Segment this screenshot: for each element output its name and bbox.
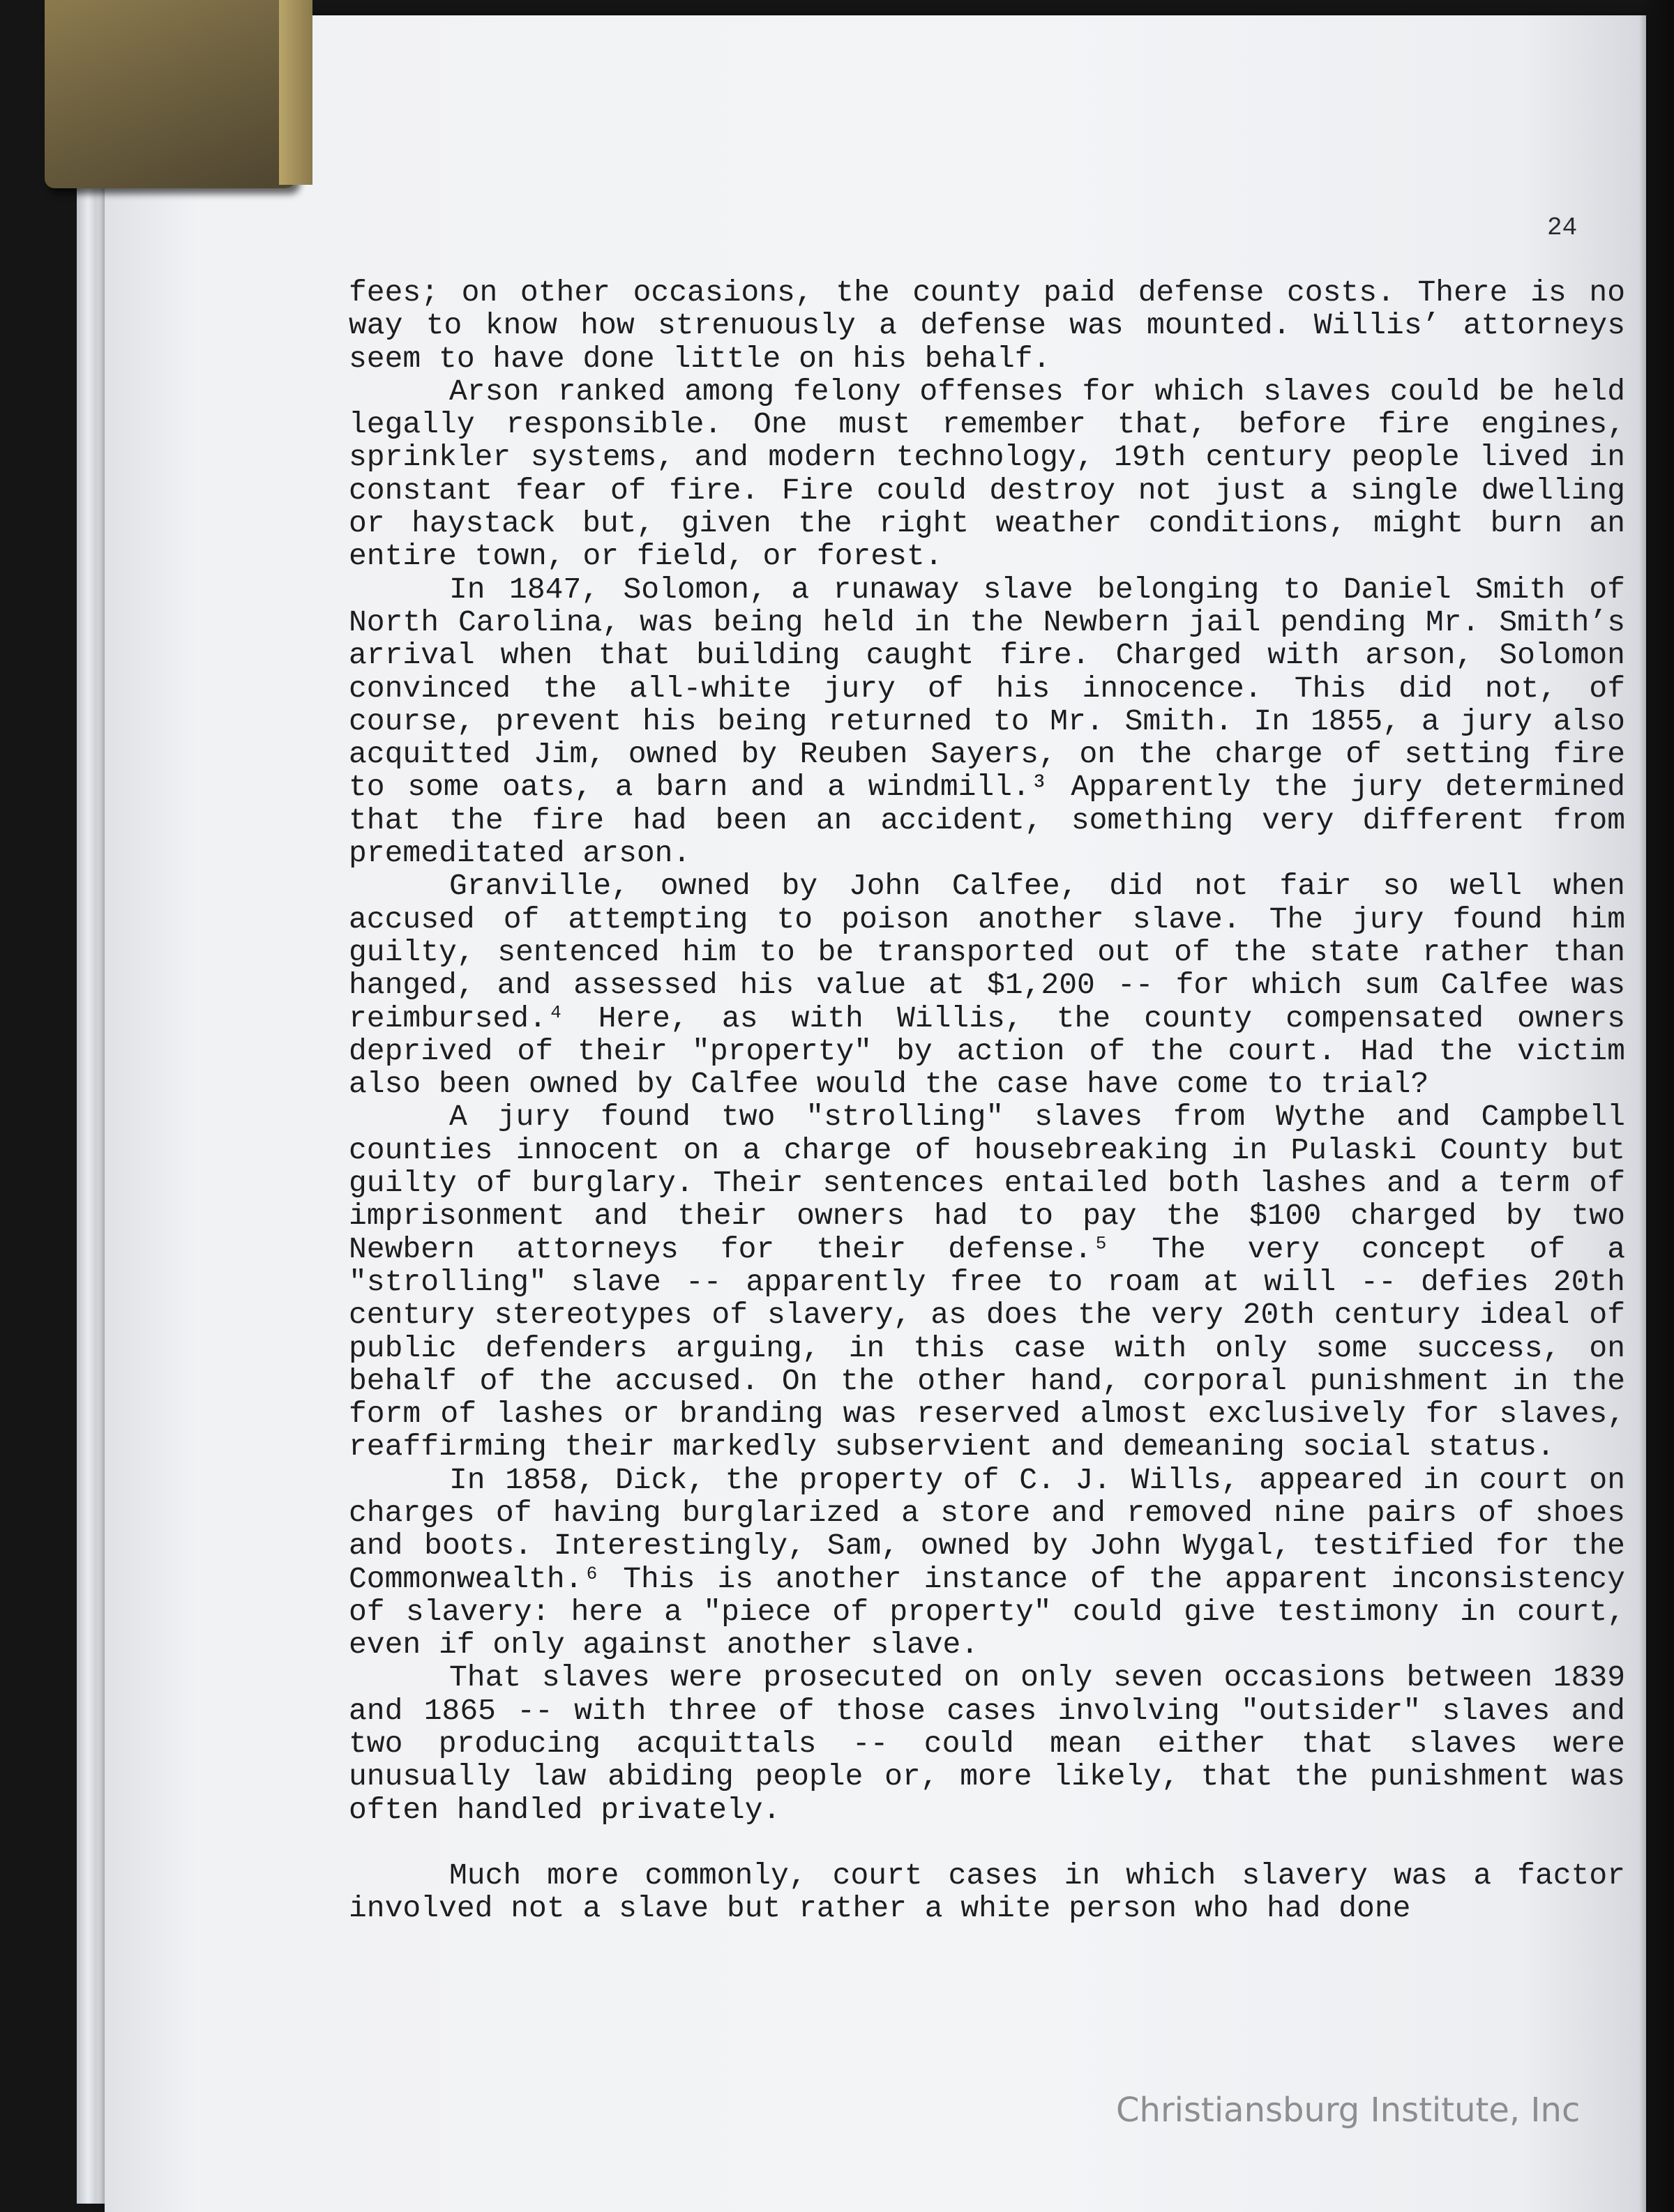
paragraph-8: Much more commonly, court cases in which slavery was a factor involved not a slave but rather a white person who had done: [349, 1858, 1625, 1926]
page-number: 24: [1547, 213, 1578, 242]
paragraph-4: Granville, owned by John Calfee, did not fair so well when accused of attempting to poison another slave. The jury found him guilty, sentenced him to be transported out of the state rather than hanged, and assessed his value at $1,200 -- for which sum Calfee was reimbursed.⁴ Here, as with Willis, the county compensated owners deprived of their "property" by action of the court. Had the victim also been owned by Calfee would the case have come to trial?: [349, 869, 1625, 1102]
watermark: Christiansburg Institute, Inc: [1116, 2091, 1581, 2130]
page-right-shadow: [1639, 0, 1674, 2212]
binder-clip-edge: [279, 0, 312, 185]
paragraph-6: In 1858, Dick, the property of C. J. Wills, appeared in court on charges of having burglarized a store and removed nine pairs of shoes and boots. Interestingly, Sam, owned by John Wygal, testified for the Commonwealth.⁶ This is another instance of the apparent inconsistency of slavery: here a "piece of property" could give testimony in court, even if only against another slave.: [349, 1462, 1625, 1662]
paragraph-1: fees; on other occasions, the county paid defense costs. There is no way to know how strenuously a defense was mounted. Willis’ attorneys seem to have done little on his behalf.: [349, 275, 1625, 376]
paragraph-2: Arson ranked among felony offenses for which slaves could be held legally responsible. One must remember that, before fire engines, sprinkler systems, and modern technology, 19th century people lived in constant fear of fire. Fire could destroy not just a single dwelling or haystack but, given the right weather conditions, might burn an entire town, or field, or forest.: [349, 374, 1625, 574]
paragraph-3: In 1847, Solomon, a runaway slave belonging to Daniel Smith of North Carolina, was being held in the Newbern jail pending Mr. Smith’s arrival when that building caught fire. Charged with arson, Solomon convinced the all-white jury of his innocence. This did not, of course, prevent his being returned to Mr. Smith. In 1855, a jury also acquitted Jim, owned by Reuben Sayers, on the charge of setting fire to some oats, a barn and a windmill.³ Apparently the jury determined that the fire had been an accident, something very different from premeditated arson.: [349, 572, 1625, 871]
paragraph-7: That slaves were prosecuted on only seven occasions between 1839 and 1865 -- with three of those cases involving "outsider" slaves and two producing acquittals -- could mean either that slaves were unusually law abiding people or, more likely, that the punishment was often handled privately.: [349, 1660, 1625, 1827]
paragraph-5: A jury found two "strolling" slaves from Wythe and Campbell counties innocent on a charge of housebreaking in Pulaski County but guilty of burglary. Their sentences entailed both lashes and a term of imprisonment and their owners had to pay the $100 charged by two Newbern attorneys for their defense.⁵ The very concept of a "strolling" slave -- apparently free to roam at will -- defies 20th century stereotypes of slavery, as does the very 20th century ideal of public defenders arguing, in this case with only some success, on behalf of the accused. On the other hand, corporal punishment in the form of lashes or branding was reserved almost exclusively for slaves, reaffirming their markedly subservient and demeaning social status.: [349, 1100, 1625, 1464]
body-text: [349, 276, 1625, 1925]
binder-clip: [45, 0, 296, 188]
